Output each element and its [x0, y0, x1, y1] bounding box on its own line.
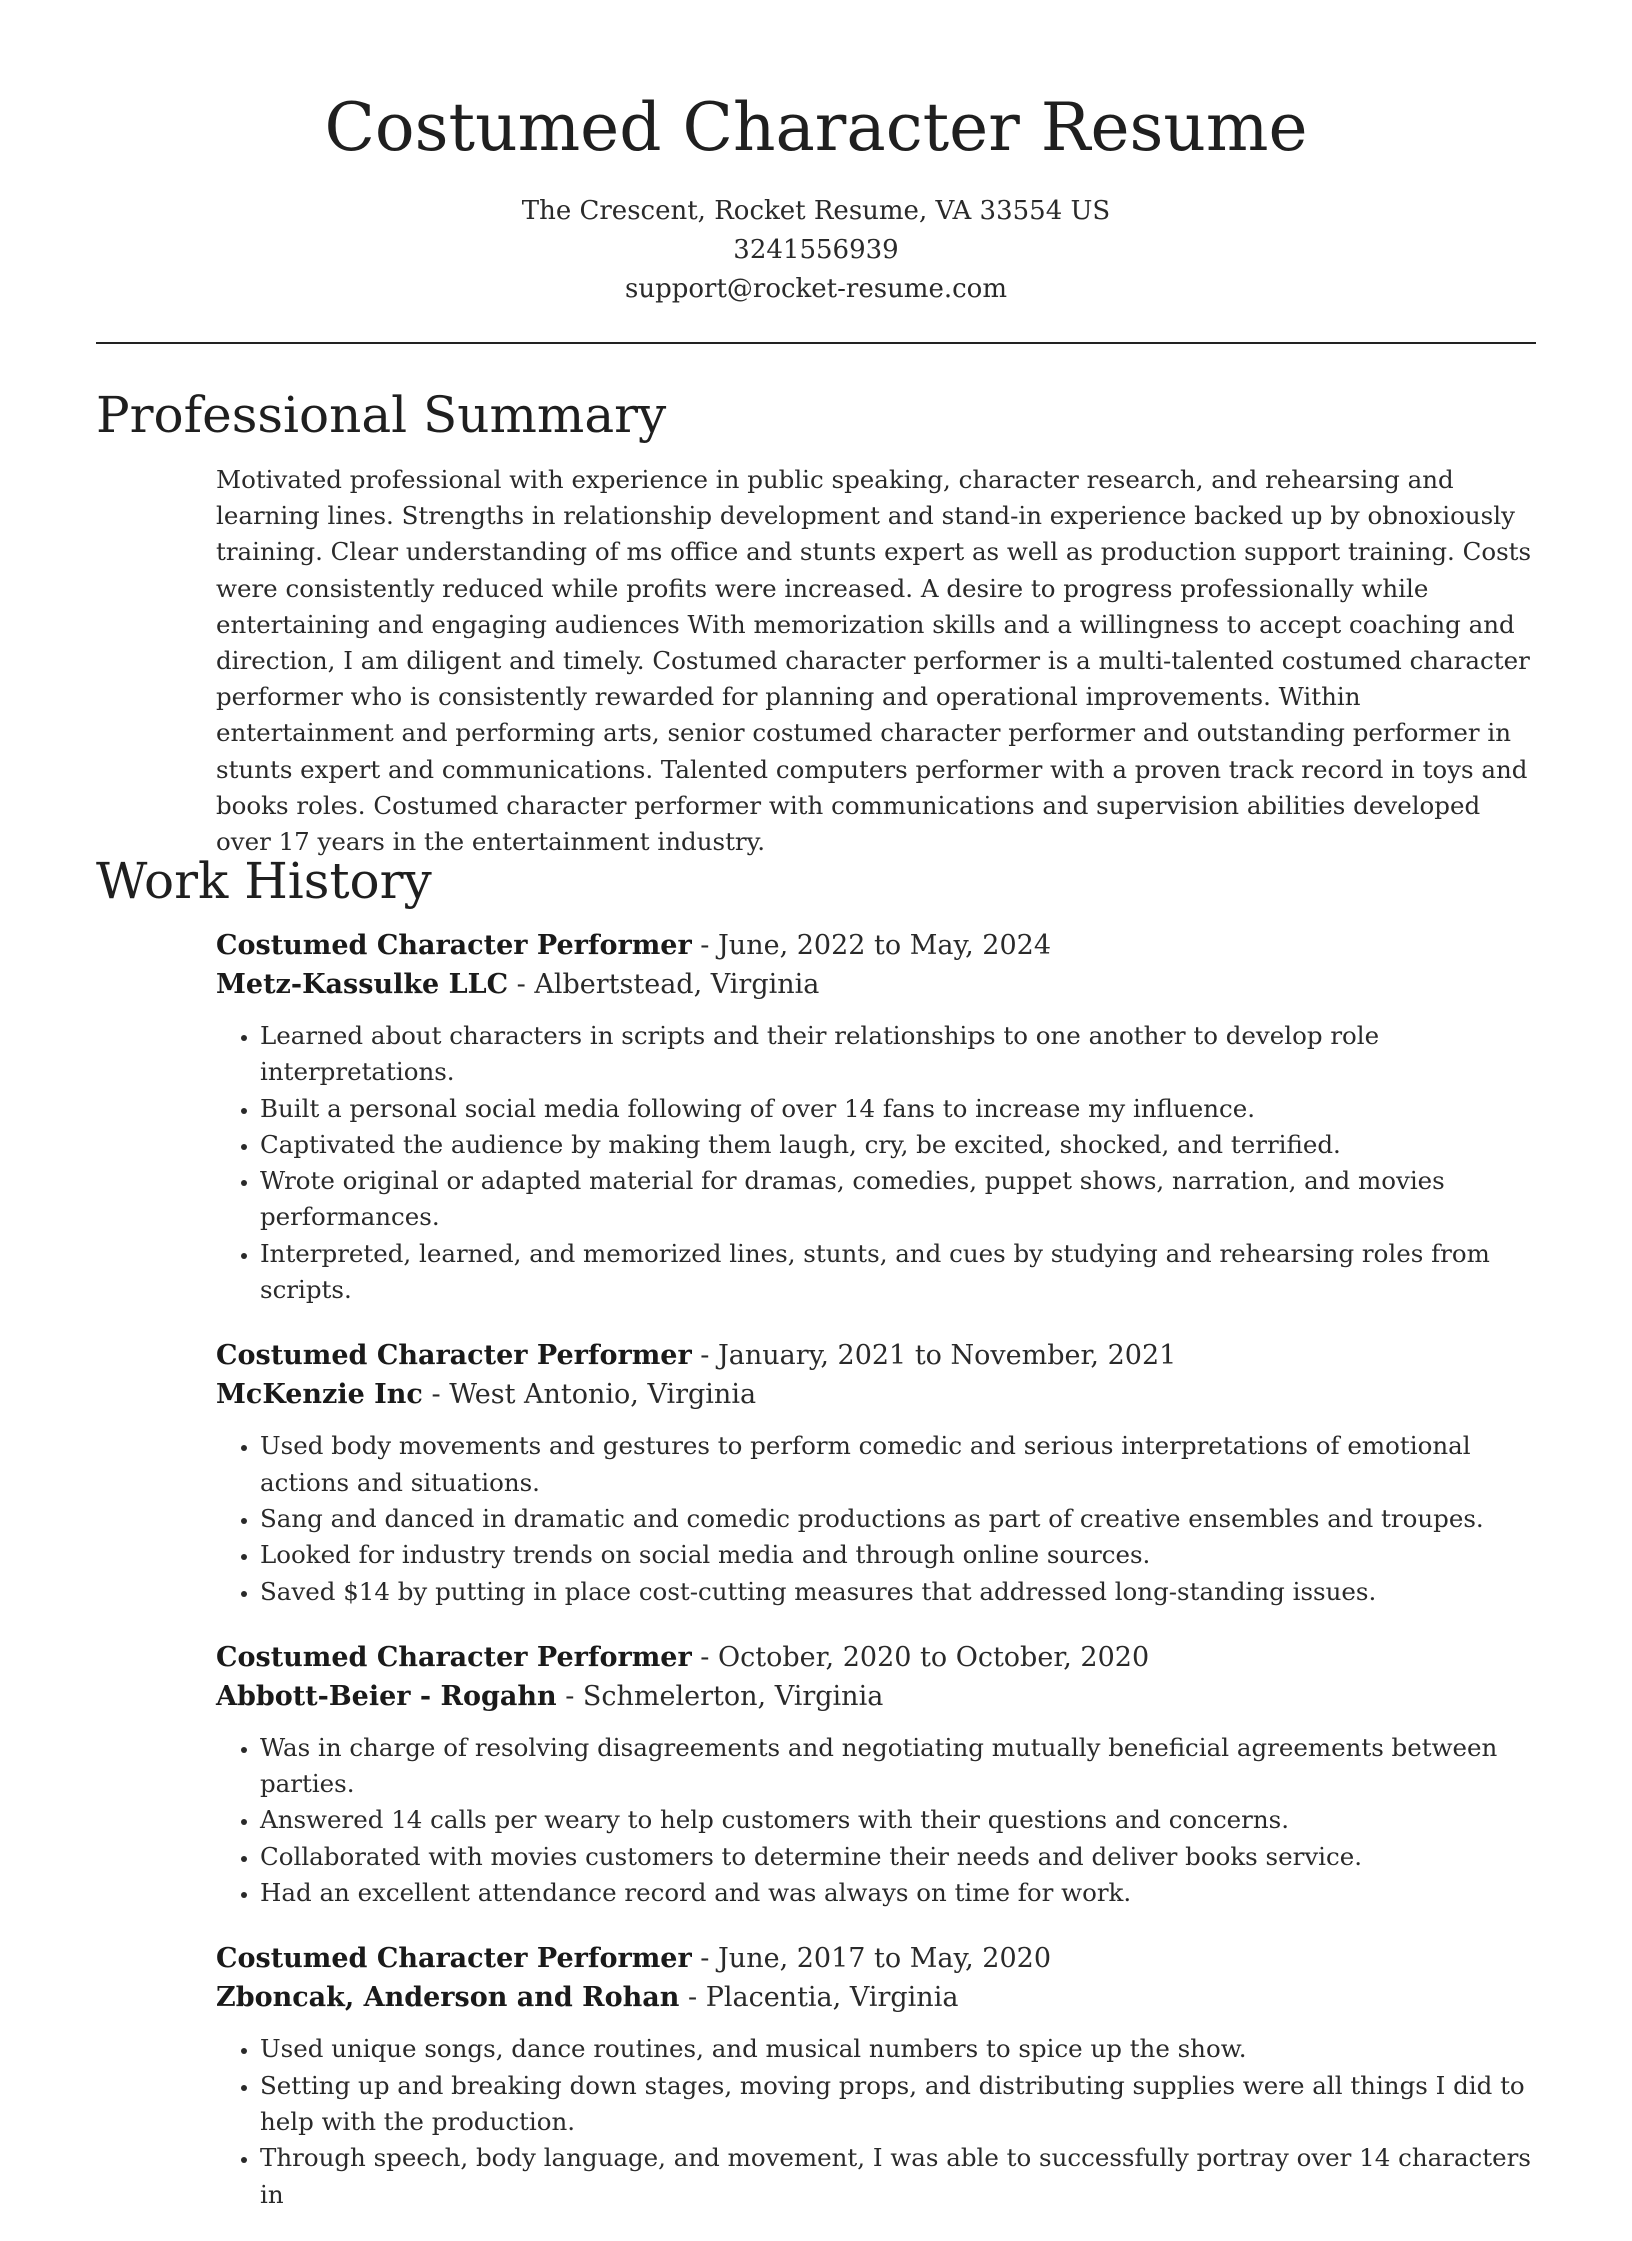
job-bullet: • Wrote original or adapted material for dramas, comedies, puppet shows, narration, and movies performances.: [260, 1163, 1536, 1236]
job-location: Schmelerton, Virginia: [582, 1680, 884, 1712]
job-bullet: • Collaborated with movies customers to determine their needs and deliver books service.: [260, 1839, 1536, 1875]
job-separator: -: [691, 1340, 718, 1372]
job-dates: June, 2022 to May, 2024: [717, 930, 1052, 961]
job-bullet: • Used unique songs, dance routines, and musical numbers to spice up the show.: [260, 2031, 1536, 2067]
job-bullet: • Setting up and breaking down stages, moving props, and distributing supplies were all things I did to help with the production.: [260, 2068, 1536, 2141]
job-bullets: [216, 1730, 1536, 1911]
work-history-list: [216, 926, 1536, 2241]
work-history-heading: Work History: [96, 852, 432, 910]
job-bullet: • Captivated the audience by making them laugh, cry, be excited, shocked, and terrified.: [260, 1127, 1536, 1163]
job-entry: [216, 1336, 1536, 1609]
job-bullet: • Sang and danced in dramatic and comedic productions as part of creative ensembles and troupes.: [260, 1501, 1536, 1537]
job-bullets: [216, 2031, 1536, 2212]
job-dates: June, 2017 to May, 2020: [717, 1943, 1052, 1975]
job-separator: -: [691, 1641, 718, 1673]
job-separator: -: [691, 1943, 718, 1975]
job-dates: January, 2021 to November, 2021: [717, 1340, 1177, 1372]
contact-email: support@rocket-resume.com: [624, 274, 1007, 304]
job-title-line: [216, 926, 1536, 965]
job-bullet: • Built a personal social media following of over 14 fans to increase my influence.: [260, 1091, 1536, 1127]
job-title-line: [216, 1939, 1536, 1978]
header-divider: [96, 342, 1536, 344]
job-separator: -: [691, 930, 718, 961]
job-company-line: [216, 1978, 1536, 2017]
job-company: Zboncak, Anderson and Rohan: [216, 1982, 680, 2014]
contact-phone: 3241556939: [733, 235, 899, 265]
job-title-line: [216, 1336, 1536, 1375]
job-company-line: [216, 965, 1536, 1004]
job-company: McKenzie Inc: [216, 1379, 423, 1411]
job-bullet: • Saved $14 by putting in place cost-cutting measures that addressed long-standing issues.: [260, 1574, 1536, 1610]
job-title: Costumed Character Performer: [216, 1641, 692, 1673]
job-title-line: [216, 1638, 1536, 1677]
job-bullet: • Looked for industry trends on social media and through online sources.: [260, 1537, 1536, 1573]
job-bullets: [216, 1018, 1536, 1308]
summary-text: Motivated professional with experience in public speaking, character research, and rehearsing and learning lines. Strengths in relationship development and stand-in experience backed up by obnoxiously training. Clear understanding of ms office and stunts expert as well as production support training. Costs were consistently reduced while profits were increased. A desire to progress professionally while entertaining and engaging audiences With memorization skills and a willingness to accept coaching and direction, I am diligent and timely. Costumed character performer is a multi-talented costumed character performer who is consistently rewarded for planning and operational improvements. Within entertainment and performing arts, senior costumed character performer and outstanding performer in stunts expert and communications. Talented computers performer with a proven track record in toys and books roles. Costumed character performer with communications and supervision abilities developed over 17 years in the entertainment industry.: [216, 465, 1532, 857]
job-bullets: [216, 1428, 1536, 1609]
job-bullet: • Used body movements and gestures to perform comedic and serious interpretations of emotional actions and situations.: [260, 1428, 1536, 1501]
job-company-line: [216, 1677, 1536, 1716]
job-company-line: [216, 1375, 1536, 1414]
job-company: Abbott-Beier - Rogahn: [216, 1680, 557, 1712]
resume-title: Costumed Character Resume: [324, 89, 1308, 166]
contact-address: The Crescent, Rocket Resume, VA 33554 US: [521, 196, 1111, 226]
job-entry: [216, 1939, 1536, 2212]
job-separator: -: [508, 969, 535, 1000]
job-company: Metz-Kassulke LLC: [216, 969, 509, 1000]
job-title: Costumed Character Performer: [216, 930, 692, 961]
job-bullet: • Was in charge of resolving disagreements and negotiating mutually beneficial agreements between parties.: [260, 1730, 1536, 1803]
job-entry: [216, 926, 1536, 1308]
job-bullet: • Through speech, body language, and movement, I was able to successfully portray over 14 characters in: [260, 2140, 1536, 2213]
job-separator: -: [679, 1982, 706, 2014]
job-title: Costumed Character Performer: [216, 1340, 692, 1372]
job-separator: -: [556, 1680, 583, 1712]
job-bullet: • Answered 14 calls per weary to help customers with their questions and concerns.: [260, 1802, 1536, 1838]
job-separator: -: [422, 1379, 450, 1411]
job-bullet: • Had an excellent attendance record and was always on time for work.: [260, 1875, 1536, 1911]
job-dates: October, 2020 to October, 2020: [717, 1641, 1150, 1673]
job-bullet: • Learned about characters in scripts and their relationships to one another to develop role interpretations.: [260, 1018, 1536, 1091]
summary-heading: Professional Summary: [96, 386, 667, 444]
job-location: Placentia, Virginia: [705, 1982, 959, 2014]
job-title: Costumed Character Performer: [216, 1943, 692, 1975]
job-bullet: • Interpreted, learned, and memorized lines, stunts, and cues by studying and rehearsing roles from scripts.: [260, 1236, 1536, 1309]
contact-info: [0, 192, 1632, 309]
job-location: Albertstead, Virginia: [534, 969, 820, 1000]
job-location: West Antonio, Virginia: [449, 1379, 757, 1411]
job-entry: [216, 1638, 1536, 1911]
resume-header: [0, 0, 1632, 309]
